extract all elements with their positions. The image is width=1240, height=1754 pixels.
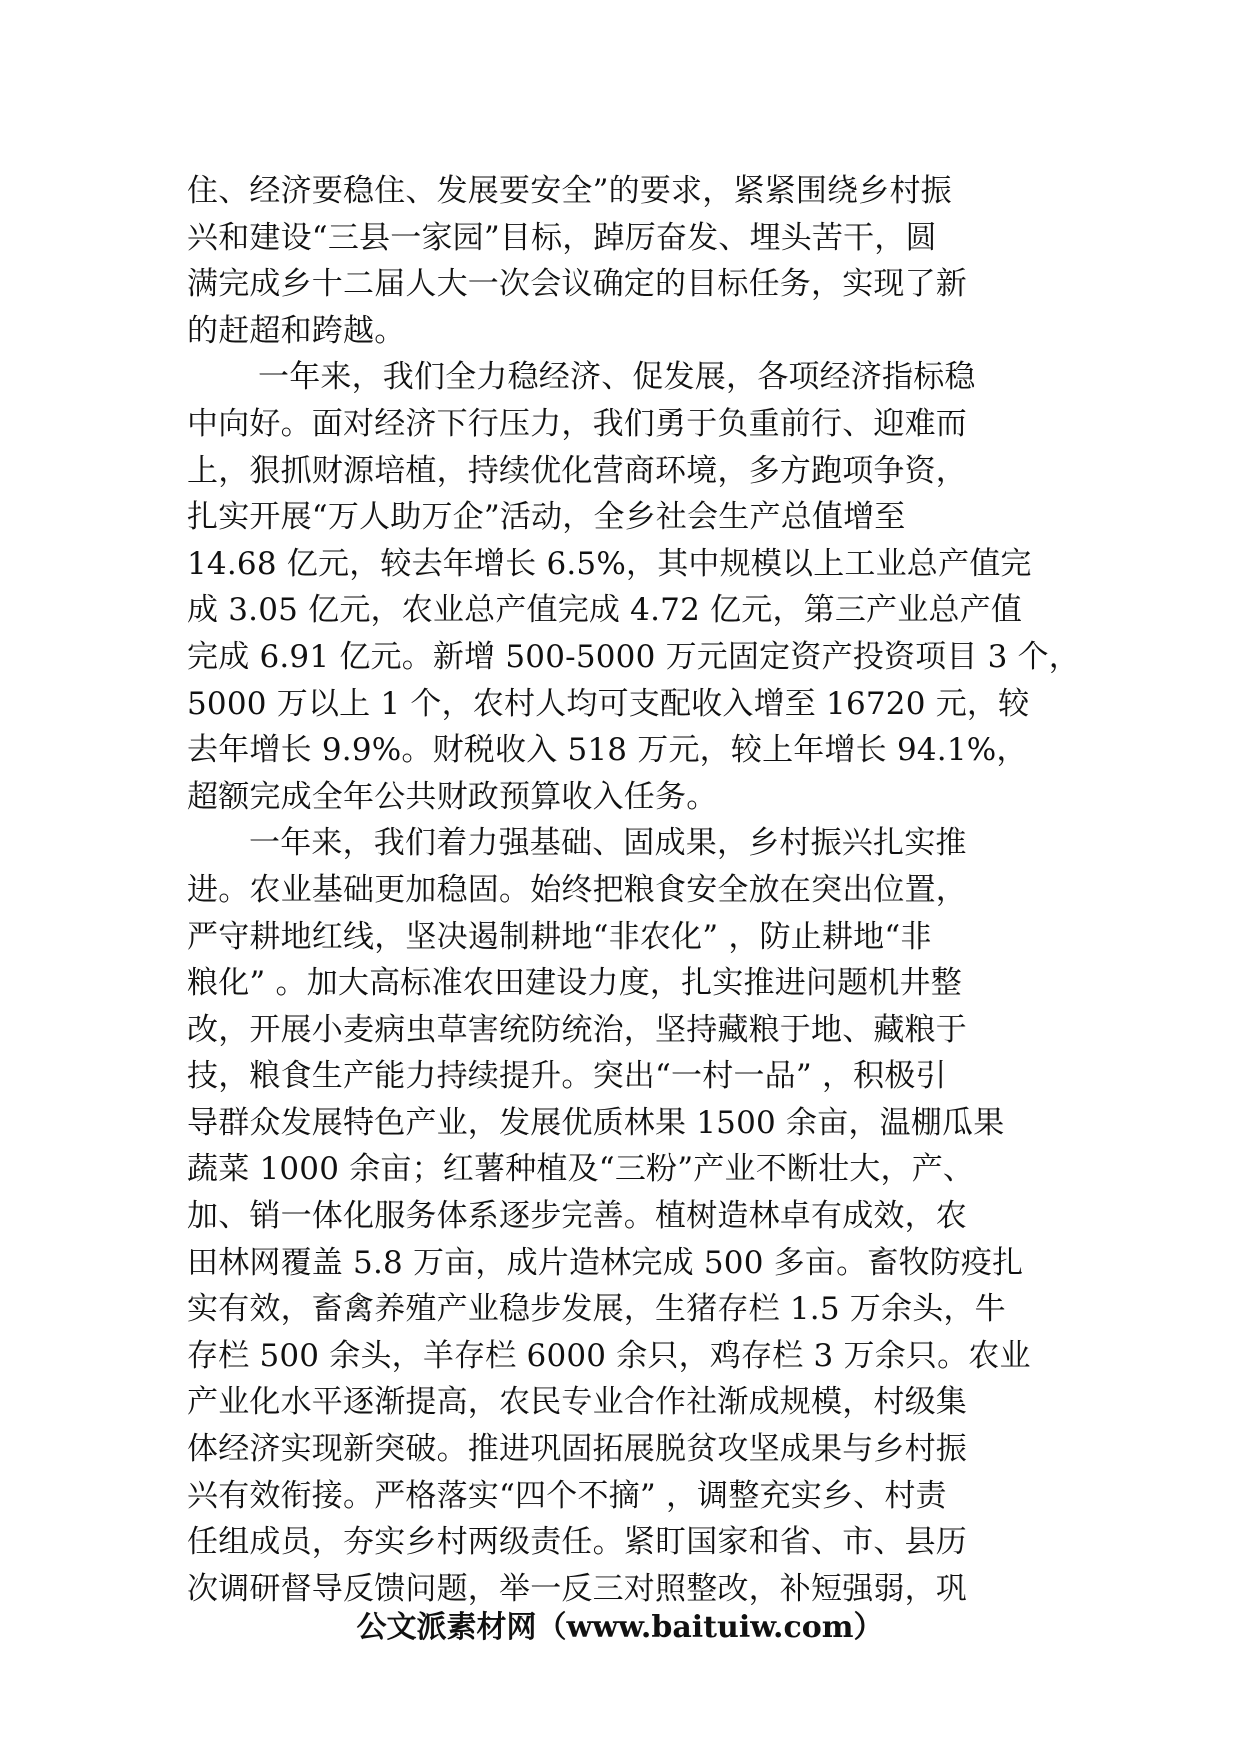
- text-line: 满完成乡十二届人大一次会议确定的目标任务，实现了新: [187, 266, 967, 303]
- text-line: 改，开展小麦病虫草害统防统治，坚持藏粮于地、藏粮于: [187, 1011, 967, 1048]
- text-line: 体经济实现新突破。推进巩固拓展脱贫攻坚成果与乡村振: [187, 1431, 967, 1468]
- text-line: 加、销一体化服务体系逐步完善。植树造林卓有成效，农: [187, 1198, 967, 1235]
- text-line: 进。农业基础更加稳固。始终把粮食安全放在突出位置，: [187, 871, 967, 908]
- text-line: 扎实开展“万人助万企”活动，全乡社会生产总值增至: [187, 499, 906, 536]
- text-line: 超额完成全年公共财政预算收入任务。: [187, 778, 718, 815]
- paragraph-3: [187, 820, 1057, 1612]
- page-footer-watermark: 公文派素材网（www.baituiw.com）: [356, 1610, 884, 1645]
- text-line: 的赶超和跨越。: [187, 312, 406, 349]
- text-line: 完成 6.91 亿元。新增 500-5000 万元固定资产投资项目 3 个，: [187, 638, 1081, 675]
- text-line: 兴有效衔接。严格落实“四个不摘” ，调整充实乡、村责: [187, 1477, 947, 1514]
- text-line: 一年来，我们着力强基础、固成果，乡村振兴扎实推: [249, 825, 967, 862]
- text-line: 14.68 亿元，较去年增长 6.5%，其中规模以上工业总产值完: [187, 545, 1032, 582]
- text-line: 任组成员，夯实乡村两级责任。紧盯国家和省、市、县历: [187, 1524, 967, 1561]
- text-line: 产业化水平逐渐提高，农民专业合作社渐成规模，村级集: [187, 1384, 967, 1421]
- text-line: 严守耕地红线，坚决遏制耕地“非农化” ，防止耕地“非: [187, 918, 932, 955]
- text-line: 5000 万以上 1 个，农村人均可支配收入增至 16720 元，较: [187, 685, 1030, 722]
- text-line: 田林网覆盖 5.8 万亩，成片造林完成 500 多亩。畜牧防疫扎: [187, 1244, 1024, 1281]
- text-line: 兴和建设“三县一家园”目标，踔厉奋发、埋头苦干，圆: [187, 219, 937, 256]
- text-line: 成 3.05 亿元，农业总产值完成 4.72 亿元，第三产业总产值: [187, 592, 1023, 629]
- text-line: 中向好。面对经济下行压力，我们勇于负重前行、迎难而: [187, 405, 967, 442]
- text-line: 技，粮食生产能力持续提升。突出“一村一品” ，积极引: [187, 1058, 947, 1095]
- paragraph-2: [187, 354, 1081, 820]
- text-line: 上，狠抓财源培植，持续优化营商环境，多方跑项争资，: [187, 452, 967, 489]
- paragraph-1: [187, 168, 1057, 354]
- text-line: 蔬菜 1000 余亩；红薯种植及“三粉”产业不断壮大，产、: [187, 1151, 975, 1188]
- text-line: 住、经济要稳住、发展要安全”的要求，紧紧围绕乡村振: [187, 173, 952, 209]
- text-line: 导群众发展特色产业，发展优质林果 1500 余亩，温棚瓜果: [187, 1104, 1005, 1141]
- text-line: 粮化” 。加大高标准农田建设力度，扎实推进问题机井整: [187, 965, 962, 1002]
- text-line: 次调研督导反馈问题，举一反三对照整改，补短强弱，巩: [187, 1570, 967, 1607]
- text-line: 去年增长 9.9%。财税收入 518 万元，较上年增长 94.1%，: [187, 732, 1028, 769]
- text-line: 一年来，我们全力稳经济、促发展，各项经济指标稳: [258, 359, 976, 396]
- text-line: 实有效，畜禽养殖产业稳步发展，生猪存栏 1.5 万余头，牛: [187, 1291, 1006, 1328]
- text-line: 存栏 500 余头，羊存栏 6000 余只，鸡存栏 3 万余只。农业: [187, 1337, 1031, 1374]
- document-body: [187, 168, 1081, 1612]
